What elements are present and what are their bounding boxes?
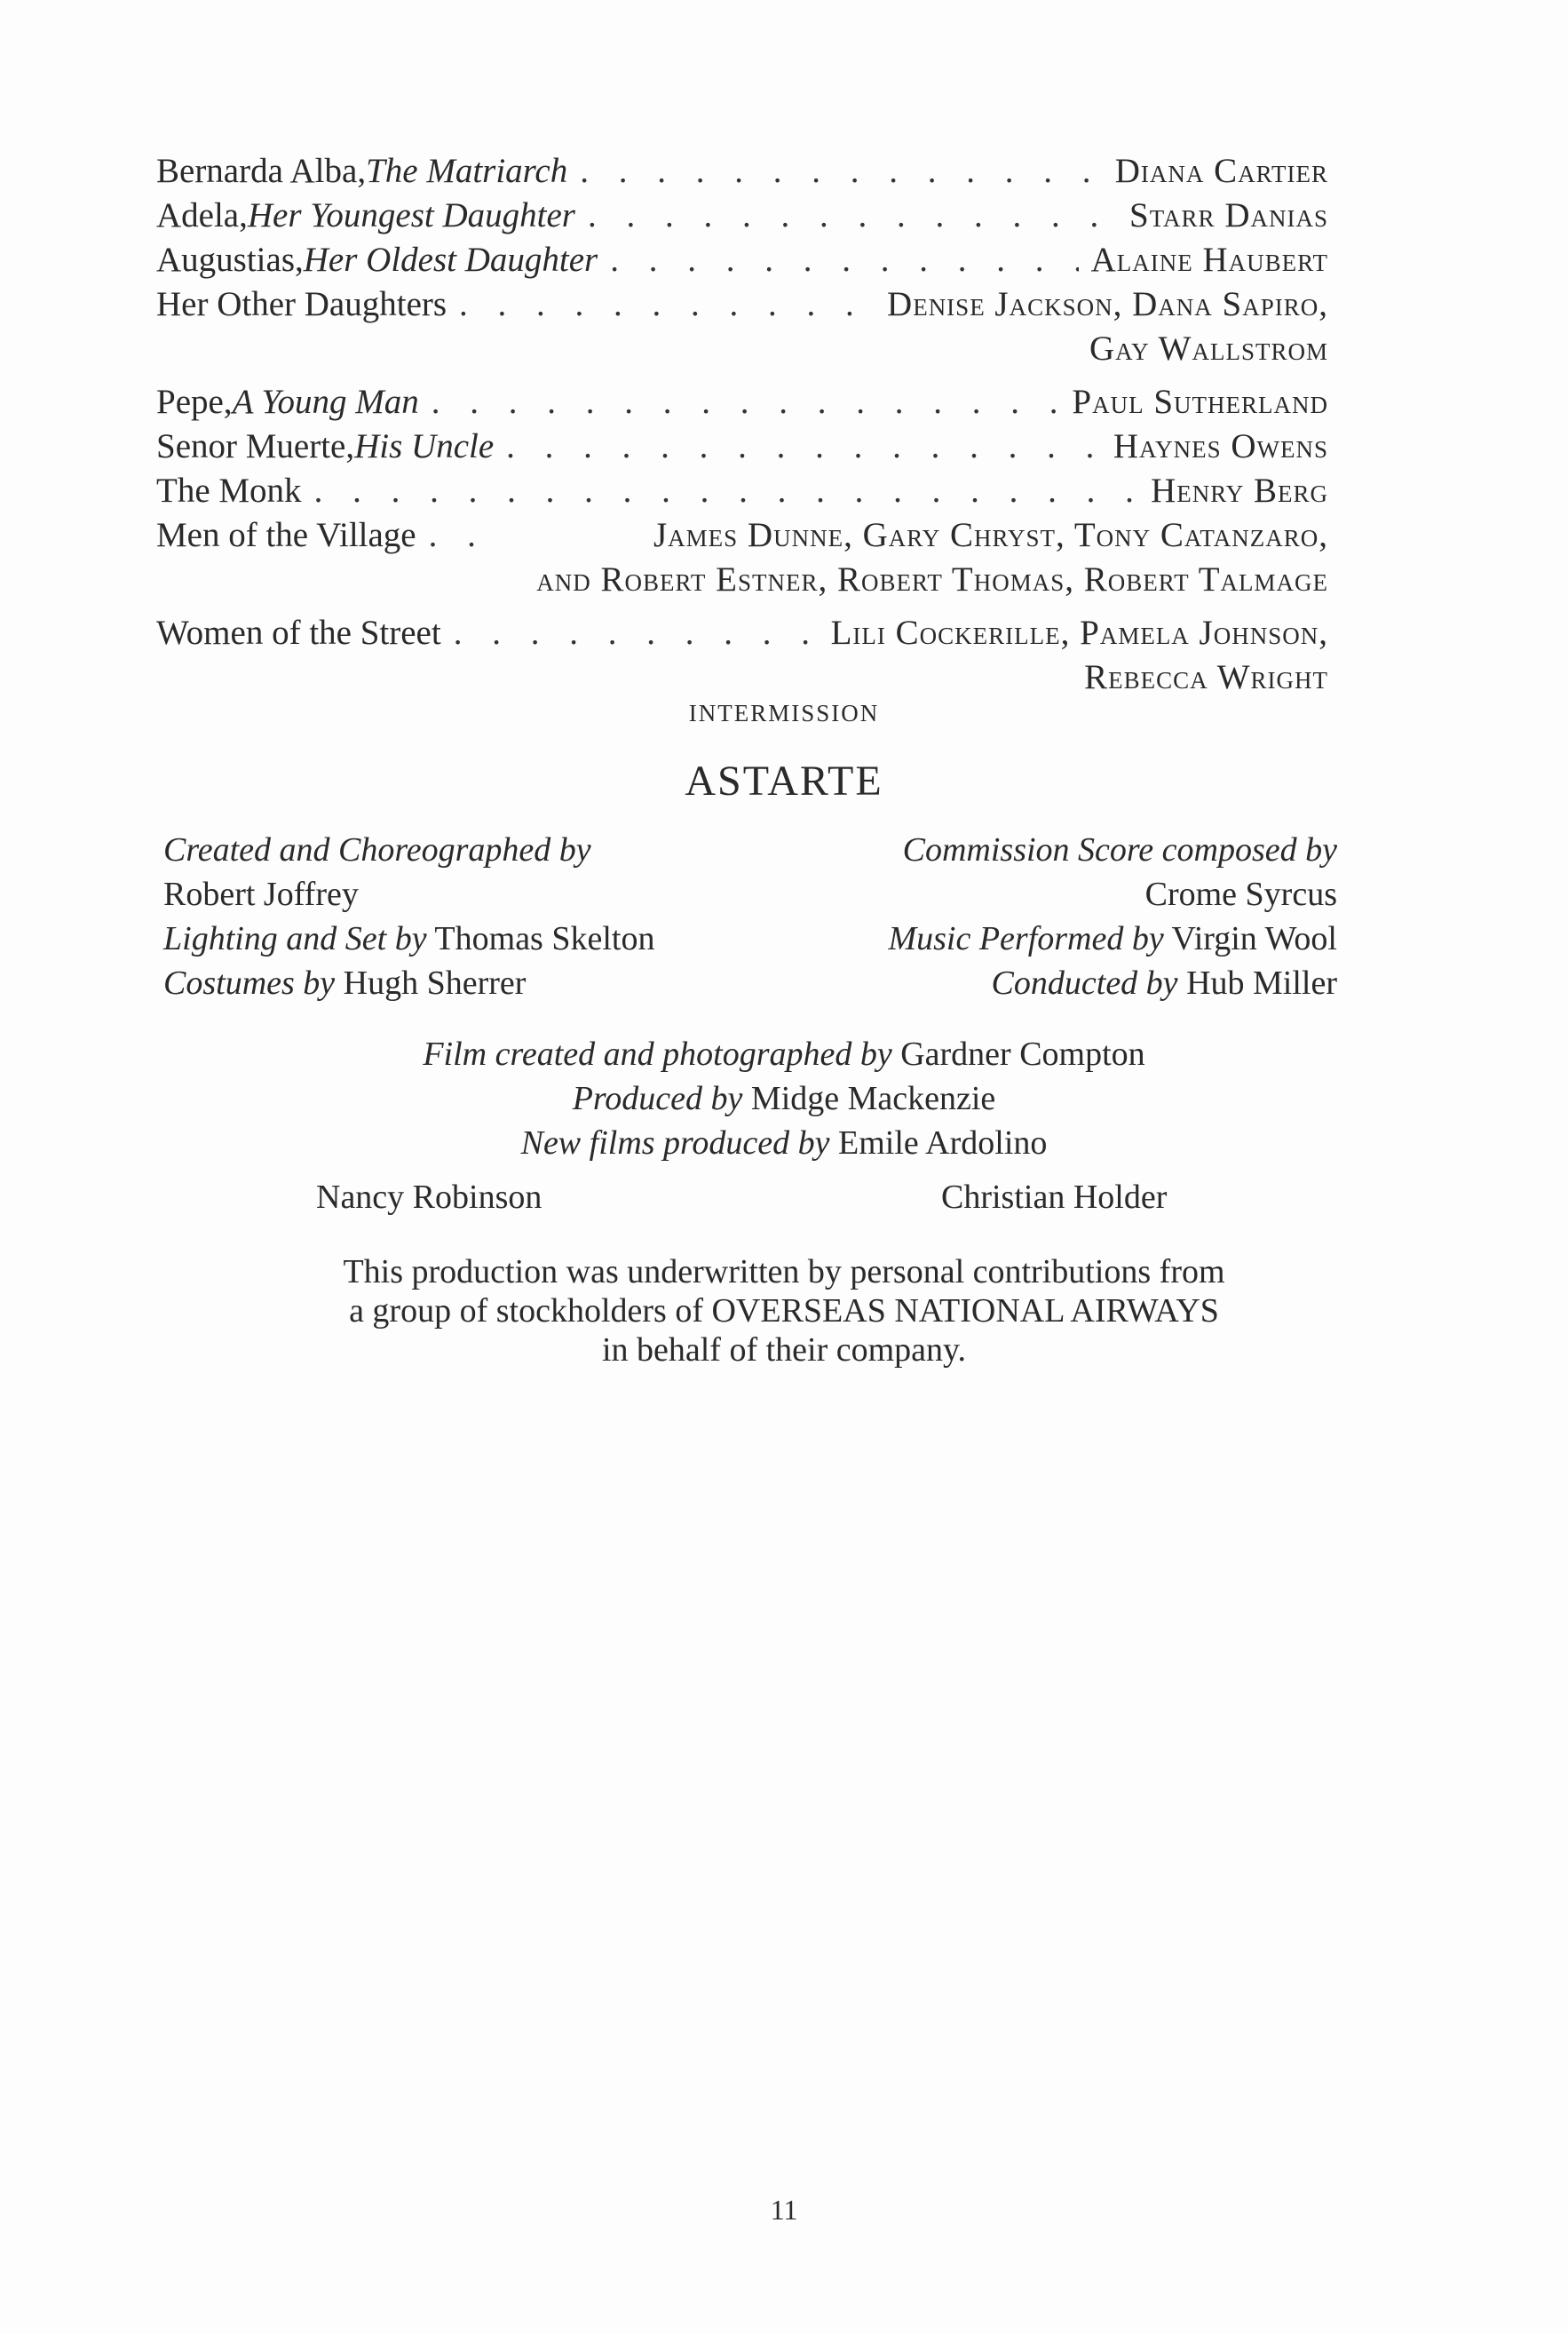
dot-leader <box>454 611 819 655</box>
credit-label: New films produced by <box>520 1124 830 1162</box>
performer-name: Alaine Haubert <box>1090 241 1328 279</box>
credit-line <box>888 917 1337 961</box>
cast-row <box>156 194 1328 238</box>
dancer-name-right: Christian Holder <box>941 1179 1168 1216</box>
credit-line <box>0 1121 1568 1165</box>
cast-row <box>156 282 1328 327</box>
performer-name: Diana Cartier <box>1114 152 1328 190</box>
role-description: The Matriarch <box>366 152 568 190</box>
credit-name: Gardner Compton <box>891 1036 1145 1073</box>
ballet-title: ASTARTE <box>685 758 883 805</box>
credit-line <box>163 828 654 872</box>
credit-line <box>0 1032 1568 1076</box>
cast-row <box>156 380 1328 425</box>
dot-leader <box>429 513 491 558</box>
credit-name: Hub Miller <box>1177 965 1337 1002</box>
dot-leader <box>432 380 1060 425</box>
note-line: a group of stockholders of OVERSEAS NATIONAL AIRWAYS <box>349 1292 1219 1330</box>
credit-line <box>888 828 1337 872</box>
performer-name: Lili Cockerille, Pamela Johnson, <box>830 614 1328 652</box>
cast-row <box>156 238 1328 282</box>
performer-name: James Dunne, Gary Chryst, Tony Catanzaro, <box>653 516 1328 554</box>
credit-name: Midge Mackenzie <box>742 1080 996 1117</box>
credit-name: Virgin Wool <box>1163 920 1337 957</box>
cast-list <box>156 149 1328 700</box>
role-name: Augustias, <box>156 241 304 279</box>
dot-leader <box>588 194 1117 238</box>
credit-line <box>888 961 1337 1005</box>
credits-left <box>163 828 654 1005</box>
film-credits <box>0 1032 1568 1165</box>
credit-label: Commission Score composed by <box>902 831 1337 869</box>
credit-name: Crome Syrcus <box>1144 876 1337 913</box>
role-description: A Young Man <box>232 383 419 421</box>
role-description: His Uncle <box>354 427 495 465</box>
role-name: The Monk <box>156 472 302 510</box>
performer-name: Paul Sutherland <box>1072 383 1328 421</box>
credit-label: Conducted by <box>991 965 1178 1002</box>
performer-name: Haynes Owens <box>1113 427 1328 465</box>
note-line: in behalf of their company. <box>601 1331 967 1369</box>
role-name: Men of the Village <box>156 516 416 554</box>
credit-name: Emile Ardolino <box>829 1124 1048 1162</box>
note-line: This production was underwritten by personal contributions from <box>343 1253 1225 1290</box>
intermission-label: INTERMISSION <box>688 700 880 726</box>
cast-row <box>156 469 1328 513</box>
credit-label: Costumes by <box>163 965 336 1002</box>
credit-line <box>0 1076 1568 1121</box>
dancer-name-left: Nancy Robinson <box>316 1179 542 1216</box>
performer-name: Starr Danias <box>1129 196 1328 234</box>
dot-leader <box>314 469 1139 513</box>
dot-leader <box>459 282 875 327</box>
cast-row <box>156 425 1328 469</box>
credit-label: Film created and photographed by <box>423 1036 892 1073</box>
role-name: Senor Muerte, <box>156 427 355 465</box>
performer-name-continued: Rebecca Wright <box>1084 658 1328 696</box>
credit-label: Produced by <box>572 1080 743 1117</box>
dot-leader <box>506 425 1101 469</box>
role-description: Her Oldest Daughter <box>303 241 598 279</box>
credit-label: Created and Choreographed by <box>163 831 591 869</box>
credit-label: Lighting and Set by <box>163 920 427 957</box>
performer-name-continued: Gay Wallstrom <box>1089 329 1328 368</box>
credit-name: Thomas Skelton <box>426 920 655 957</box>
role-name: Women of the Street <box>156 614 441 652</box>
performer-name: Henry Berg <box>1151 472 1328 510</box>
credit-line <box>163 917 654 961</box>
role-name: Pepe, <box>156 383 233 421</box>
credit-line <box>163 872 654 917</box>
cast-row <box>156 611 1328 655</box>
credit-line <box>163 961 654 1005</box>
role-name: Bernarda Alba, <box>156 152 367 190</box>
role-description: Her Youngest Daughter <box>247 196 575 234</box>
cast-row <box>156 513 1328 558</box>
dot-leader <box>610 238 1078 282</box>
dot-leader <box>580 149 1102 194</box>
credit-name: Hugh Sherrer <box>335 965 527 1002</box>
credits-right <box>888 828 1337 1005</box>
performer-name-continued: and Robert Estner, Robert Thomas, Robert Talmage <box>536 560 1328 599</box>
credit-name: Robert Joffrey <box>163 876 359 913</box>
page-number: 11 <box>770 2194 798 2226</box>
credit-label: Music Performed by <box>888 920 1164 957</box>
credit-line <box>888 872 1337 917</box>
performer-name: Denise Jackson, Dana Sapiro, <box>887 285 1328 323</box>
role-name: Adela, <box>156 196 248 234</box>
cast-row <box>156 149 1328 194</box>
underwriting-note <box>0 1252 1568 1369</box>
role-name: Her Other Daughters <box>156 285 447 323</box>
